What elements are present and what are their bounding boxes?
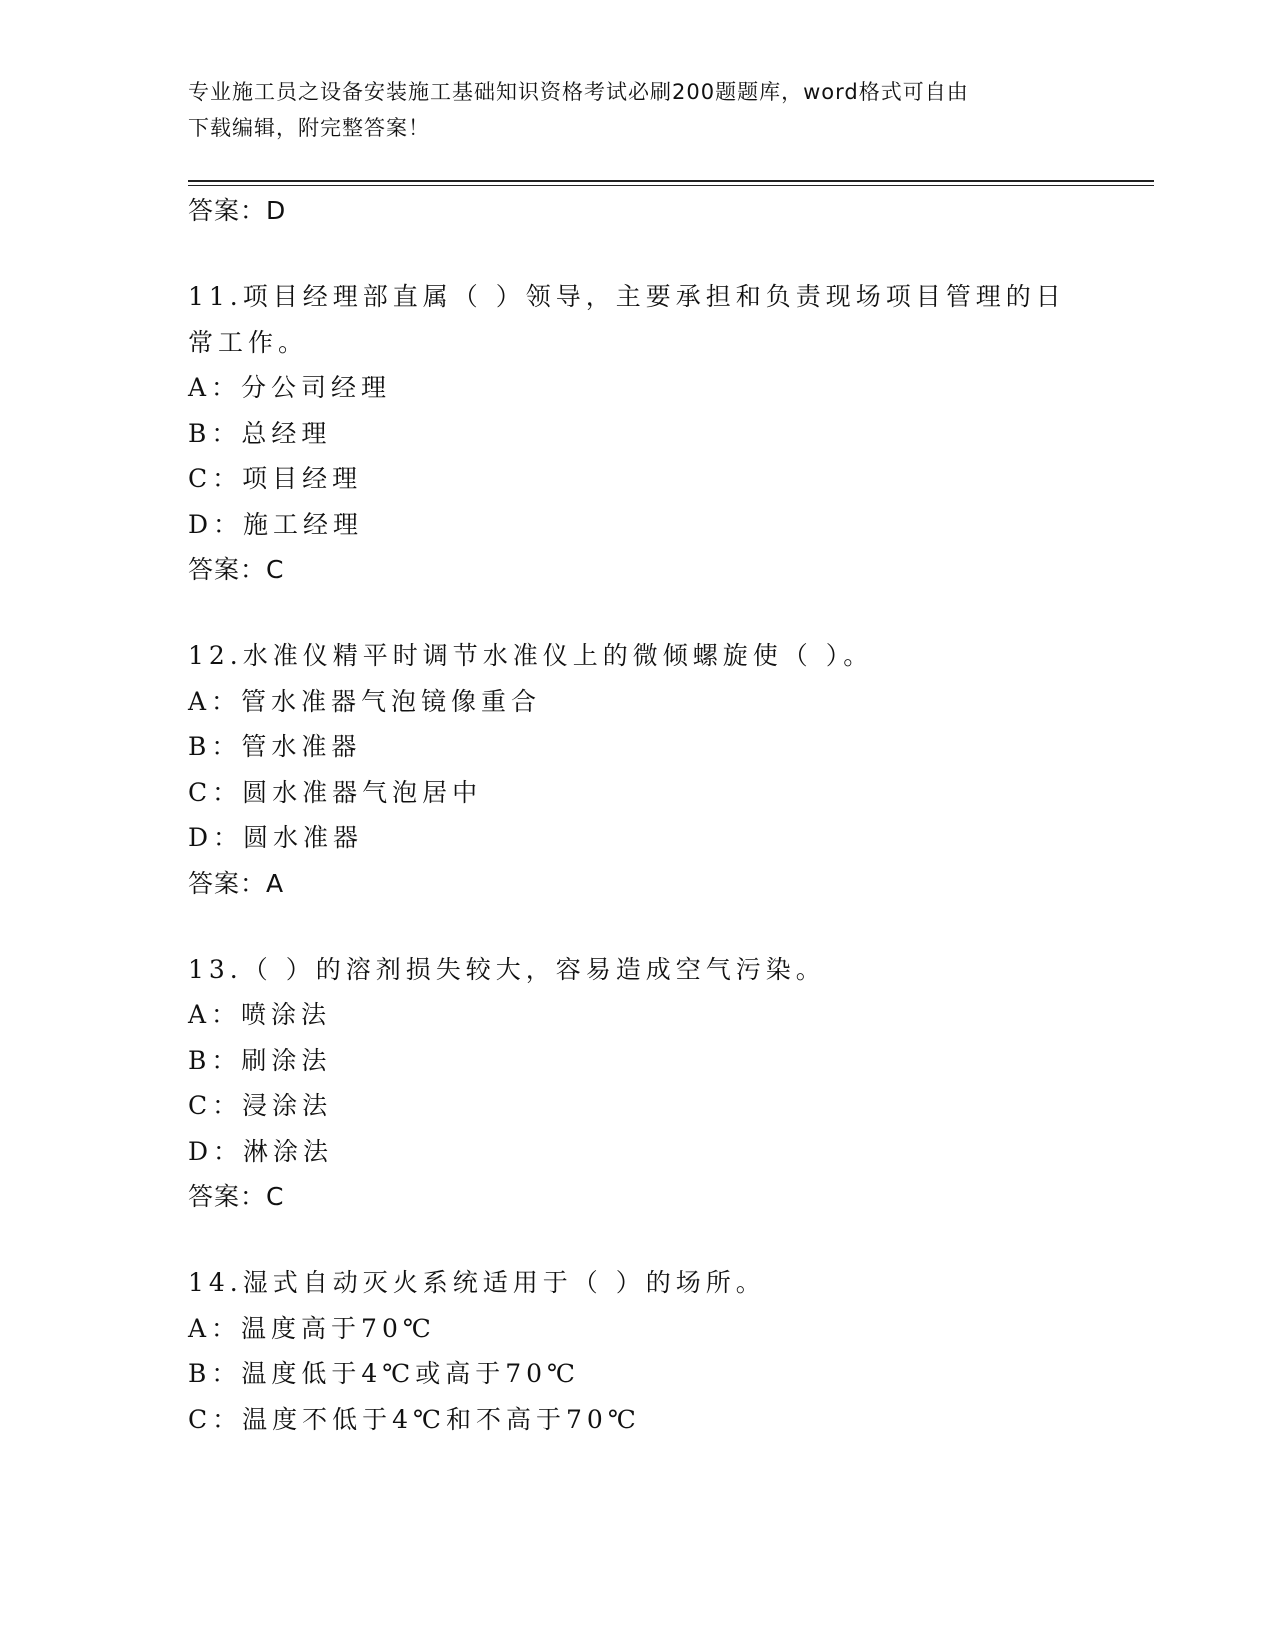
option-a: A：管水准器气泡镜像重合 bbox=[188, 686, 542, 716]
option-d: D：施工经理 bbox=[188, 509, 364, 539]
option-d: D：淋涂法 bbox=[188, 1136, 334, 1166]
option-a: A：分公司经理 bbox=[188, 373, 392, 402]
header-line-2: 下载编辑，附完整答案！ bbox=[188, 116, 430, 140]
header-rule-thin bbox=[188, 185, 1154, 186]
answer-line: 答案：C bbox=[188, 1182, 285, 1211]
answer-line: 答案：C bbox=[188, 555, 285, 584]
question-list bbox=[188, 188, 1088, 1442]
option-b: B：刷涂法 bbox=[188, 1045, 332, 1075]
header-line-1: 专业施工员之设备安装施工基础知识资格考试必刷200题题库，word格式可自由 bbox=[188, 80, 969, 104]
option-b: B：温度低于4℃或高于70℃ bbox=[188, 1359, 581, 1388]
question-item bbox=[188, 947, 1088, 1221]
option-a: A：喷涂法 bbox=[188, 1000, 332, 1029]
header-rule-thick bbox=[188, 180, 1154, 182]
option-d: D：圆水准器 bbox=[188, 823, 364, 852]
document-header bbox=[188, 74, 1088, 146]
answer-line: 答案：A bbox=[188, 868, 285, 898]
question-stem: 11.项目经理部直属（ ）领导，主要承担和负责现场项目管理的日常工作。 bbox=[188, 282, 1066, 357]
answer-line: 答案：D bbox=[188, 196, 287, 225]
option-c: C：圆水准器气泡居中 bbox=[188, 777, 483, 807]
question-stem: 12.水准仪精平时调节水准仪上的微倾螺旋使（ ）。 bbox=[188, 641, 874, 670]
question-stem: 13.（ ）的溶剂损失较大，容易造成空气污染。 bbox=[188, 954, 826, 984]
option-c: C：项目经理 bbox=[188, 464, 363, 493]
option-b: B：管水准器 bbox=[188, 732, 362, 761]
question-item bbox=[188, 1260, 1088, 1442]
question-stem: 14.湿式自动灭火系统适用于（ ）的场所。 bbox=[188, 1268, 766, 1297]
question-item bbox=[188, 274, 1088, 593]
option-a: A：温度高于70℃ bbox=[188, 1313, 436, 1343]
option-b: B：总经理 bbox=[188, 418, 332, 448]
option-c: C：温度不低于4℃和不高于70℃ bbox=[188, 1404, 641, 1434]
question-item bbox=[188, 633, 1088, 907]
option-c: C：浸涂法 bbox=[188, 1091, 333, 1120]
